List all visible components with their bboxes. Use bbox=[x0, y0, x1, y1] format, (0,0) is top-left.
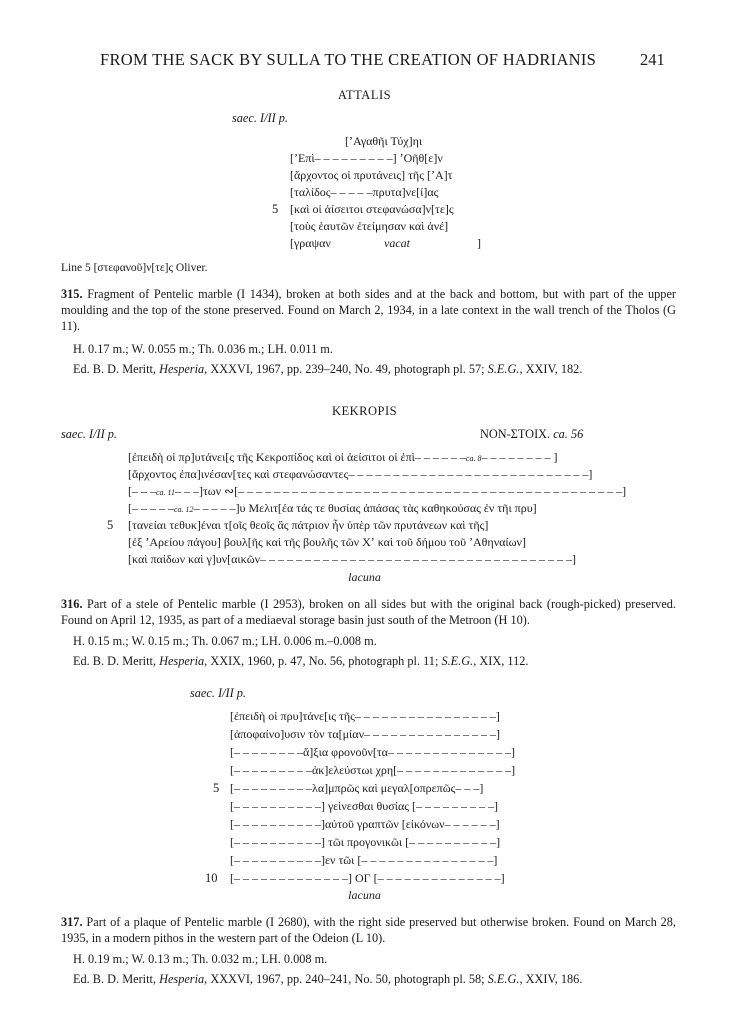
entry-315-ed-seg: S.E.G. bbox=[487, 362, 520, 376]
kekropis-line-1-b: – – – – – – – – ] bbox=[481, 450, 558, 464]
section3-line-1: [ἐπειδὴ οἱ πρυ]τάνε[ις τῆς– – – – – – – – – – – – – – – –] bbox=[230, 709, 500, 723]
attalis-line-3: [ἄρχοντος οἱ πρυτάνεις] τῆς [ʼΑ]τ bbox=[290, 168, 453, 182]
attalis-vacat: vacat bbox=[384, 236, 410, 250]
kekropis-line-3-ca: ca. 11 bbox=[156, 488, 175, 497]
section-title-attalis: ATTALIS bbox=[337, 88, 392, 102]
entry-315-ed-post: , XXIV, 182. bbox=[519, 362, 583, 376]
attalis-line-number-5: 5 bbox=[272, 202, 279, 216]
kekropis-stoich bbox=[480, 427, 583, 442]
entry-317-dimensions: H. 0.19 m.; W. 0.13 m.; Th. 0.032 m.; LH. 0.008 m. bbox=[73, 952, 328, 966]
section3-line-number-5: 5 bbox=[213, 781, 220, 795]
page-number: 241 bbox=[640, 50, 665, 69]
entry-315-ed-pre: Ed. B. D. Meritt, bbox=[73, 362, 160, 376]
kekropis-line-1 bbox=[128, 450, 557, 465]
entry-316-ed-post: , XIX, 112. bbox=[473, 654, 529, 668]
attalis-date bbox=[232, 111, 288, 126]
section3-line-3: [– – – – – – – –ἄ]ξια φρονοῦν[τα– – – – – – – – – – – – – –] bbox=[230, 745, 515, 759]
entry-316-edition bbox=[73, 654, 528, 669]
section3-line-2: [ἀποφαίνο]υσιν τὸν τα[μίαν– – – – – – – – – – – – – – –] bbox=[230, 727, 500, 741]
entry-317-desc-text: Part of a plaque of Pentelic marble (I 2680), with the right side preserved but otherwise broken. Found on March 28, 1935, in a modern pithos in the western part of the Odeion (L 10). bbox=[61, 915, 676, 945]
section3-line-6: [– – – – – – – – – –] γεὶνεσθαι θυσίας [– – – – – – – – –] bbox=[230, 799, 498, 813]
entry-317-number: 317. bbox=[61, 915, 83, 929]
kekropis-lacuna: lacuna bbox=[348, 570, 381, 584]
kekropis-line-2: [ἄρχοντος ἐπα]ινέσαν[τες καὶ στεφανώσαντες– – – – – – – – – – – – – – – – – – – – – – – – – – –] bbox=[128, 467, 593, 481]
entry-316-number: 316. bbox=[61, 597, 83, 611]
attalis-note: Line 5 [στεφανοῦ]ν[τε]ς Oliver. bbox=[61, 262, 208, 274]
section3-line-9: [– – – – – – – – – –]εν τῶι [– – – – – – – – – – – – – – –] bbox=[230, 853, 498, 867]
entry-316-dimensions: H. 0.15 m.; W. 0.15 m.; Th. 0.067 m.; LH. 0.006 m.–0.008 m. bbox=[73, 634, 377, 648]
entry-316-description bbox=[61, 596, 676, 628]
entry-317-ed-seg: S.E.G. bbox=[487, 972, 520, 986]
section3-line-4: [– – – – – – – – –ἀκ]ελεύστωι χρη[– – – – – – – – – – – – –] bbox=[230, 763, 516, 777]
entry-316-ed-mid: , XXIX, 1960, p. 47, No. 56, photograph pl. 11; bbox=[204, 654, 442, 668]
kekropis-line-7: [καὶ παίδων καὶ γ]υν[αικῶν– – – – – – – – – – – – – – – – – – – – – – – – – – – – – – – – – – –] bbox=[128, 552, 577, 566]
section3-date: saec. I/II p. bbox=[190, 686, 246, 700]
entry-317-ed-pre: Ed. B. D. Meritt, bbox=[73, 972, 160, 986]
attalis-line-1: [ʼΑγαθῆι Τύχ]ηι bbox=[345, 134, 423, 148]
entry-315-edition bbox=[73, 362, 582, 377]
section3-line-10: [– – – – – – – – – – – – –] ΟΓ [– – – – – – – – – – – – – –] bbox=[230, 871, 505, 885]
kekropis-stoich-ca: ca. 56 bbox=[553, 427, 584, 441]
section3-line-5: [– – – – – – – – –λα]μπρῶς καὶ μεγαλ[οπρεπῶς– – –] bbox=[230, 781, 484, 795]
kekropis-line-4-a: [– – – – – bbox=[128, 501, 174, 515]
entry-317-ed-mid: , XXXVI, 1967, pp. 240–241, No. 50, photograph pl. 58; bbox=[204, 972, 488, 986]
section3-lacuna: lacuna bbox=[348, 888, 381, 902]
entry-315-ed-journal: Hesperia bbox=[159, 362, 205, 376]
kekropis-line-5: [τανείαι τεθυκ]έναι τ[οῖς θεοῖς ἃς πάτριον ἦν ὑπὲρ τῶν πρυτάνεων καὶ τῆς] bbox=[128, 518, 489, 532]
kekropis-line-4-b: – – – – –]υ Μελιτ[έα τάς τε θυσίας ἁπάσας τὰς καθηκούσας ἐν τῆι πρυ] bbox=[193, 501, 537, 515]
section3-line-7: [– – – – – – – – – –]αὐτοῦ γραπτῶν [εἰκόνων– – – – – –] bbox=[230, 817, 500, 831]
entry-317-edition bbox=[73, 972, 582, 987]
kekropis-line-3 bbox=[128, 484, 626, 499]
attalis-line-7-end: ] bbox=[477, 236, 481, 250]
kekropis-line-1-a: [ἐπειδὴ οἱ πρ]υτάνει[ς τῆς Κεκροπίδος καὶ οἱ ἀείσιτοι οἱ ἐπὶ– – – – – – bbox=[128, 450, 466, 464]
entry-317-ed-post: , XXIV, 186. bbox=[519, 972, 583, 986]
kekropis-line-3-b: – – –]των ∾[– – – – – – – – – – – – – – – – – – – – – – – – – – – – – – – – – – – – – – – – – – –] bbox=[174, 484, 627, 498]
entry-316-ed-journal: Hesperia bbox=[159, 654, 205, 668]
section3-line-8: [– – – – – – – – – –] τῶι προγονικῶι [– – – – – – – – – –] bbox=[230, 835, 501, 849]
entry-317-description bbox=[61, 914, 676, 946]
entry-317-ed-journal: Hesperia bbox=[159, 972, 205, 986]
attalis-date-text: saec. I/II p. bbox=[232, 111, 288, 125]
section-title-kekropis: KEKROPIS bbox=[331, 404, 398, 418]
kekropis-line-4 bbox=[128, 501, 537, 516]
kekropis-line-4-ca: ca. 12 bbox=[174, 505, 194, 514]
attalis-line-5: [καὶ οἱ ἀίσειτοι στεφανώσα]ν[τε]ς bbox=[290, 202, 454, 216]
attalis-line-7: [γραψαν bbox=[290, 236, 331, 250]
entry-315-desc-text: Fragment of Pentelic marble (I 1434), broken at both sides and at the back and bottom, but with part of the upper moulding and the top of the stone preserved. Found on March 2, 1934, in a late context in the wall trench of the Tholos (G 11). bbox=[61, 287, 676, 333]
kekropis-line-3-a: [– – – bbox=[128, 484, 156, 498]
kekropis-stoich-label: ΝΟΝ-ΣΤΟΙΧ. bbox=[480, 427, 551, 441]
attalis-line-4: [ταλίδος– – – – –πρυτα]νε[ί]ας bbox=[290, 185, 439, 199]
kekropis-line-1-ca: ca. 8 bbox=[465, 454, 482, 463]
entry-315-number: 315. bbox=[61, 287, 83, 301]
entry-316-ed-pre: Ed. B. D. Meritt, bbox=[73, 654, 160, 668]
entry-316-desc-text: Part of a stele of Pentelic marble (I 2953), broken on all sides but with the original back (rough-picked) preserved. Found on April 12, 1935, as part of a mediaeval storage basin just south of the Metroon (H 10). bbox=[61, 597, 676, 627]
section3-line-number-10: 10 bbox=[205, 871, 218, 885]
kekropis-line-number-5: 5 bbox=[107, 518, 114, 532]
attalis-line-6: [τοὺς ἑαυτῶν ἐτείμησαν καὶ ἀνέ] bbox=[290, 219, 449, 233]
entry-316-ed-seg: S.E.G. bbox=[441, 654, 474, 668]
entry-315-dimensions: H. 0.17 m.; W. 0.055 m.; Th. 0.036 m.; LH. 0.011 m. bbox=[73, 342, 333, 356]
kekropis-date: saec. I/II p. bbox=[61, 427, 117, 441]
kekropis-line-6: [ἐξ ʼΑρείου πάγου] βουλ[ῆς καὶ τῆς βουλῆς τῶν Χʼ καὶ τοῦ δήμου τοῦ ʼΑθηναίων] bbox=[128, 535, 526, 549]
entry-315-ed-mid: , XXXVI, 1967, pp. 239–240, No. 49, photograph pl. 57; bbox=[204, 362, 488, 376]
entry-315-description bbox=[61, 286, 676, 334]
running-head: FROM THE SACK BY SULLA TO THE CREATION OF HADRIANIS bbox=[100, 50, 597, 69]
attalis-line-2: [ʼΕπὶ– – – – – – – – –] ʼΟῆθ[ε]ν bbox=[290, 151, 443, 165]
